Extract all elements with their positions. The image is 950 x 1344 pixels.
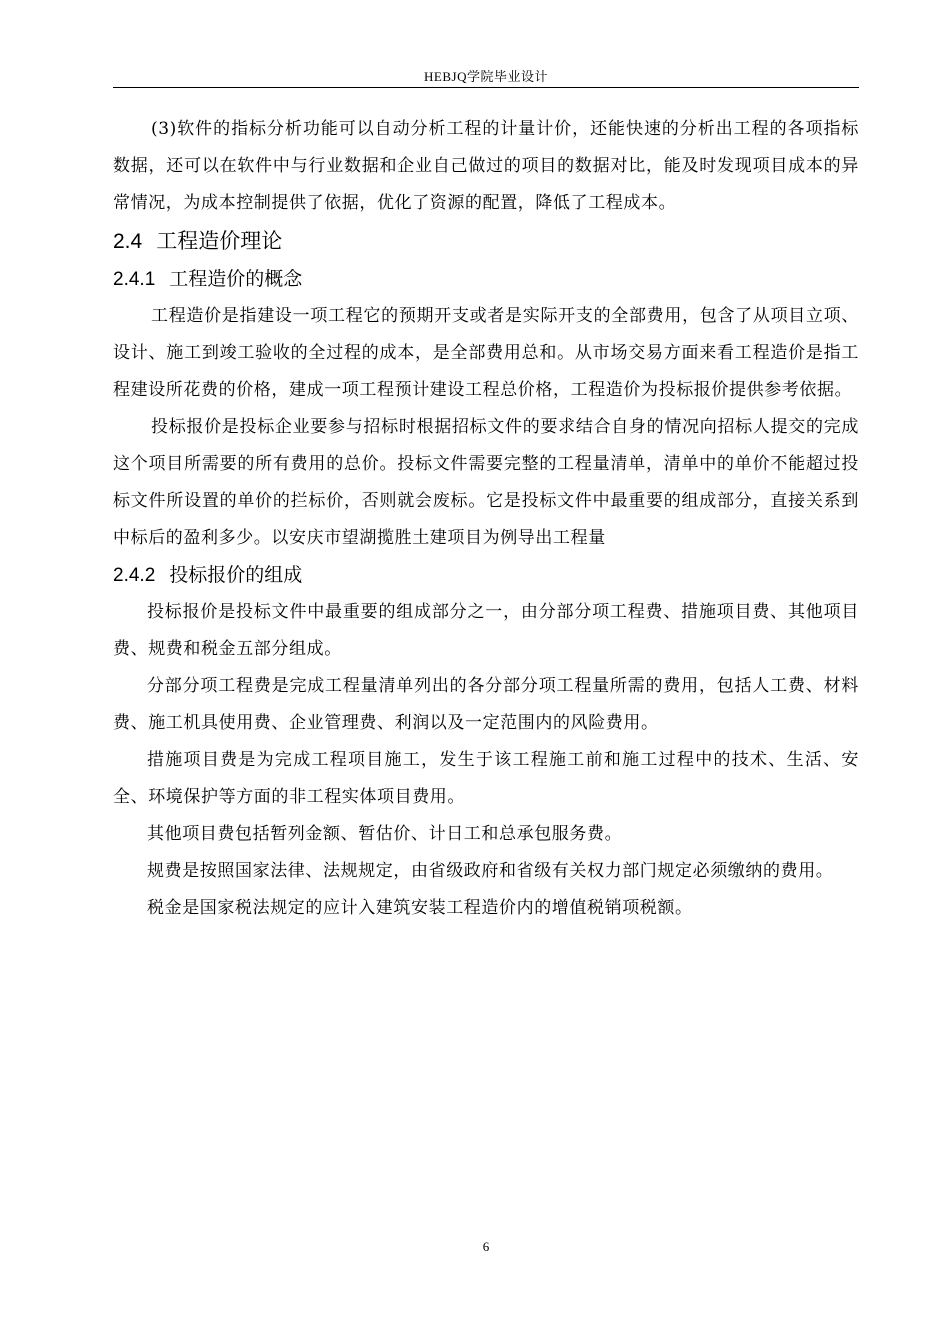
paragraph: 投标报价是投标企业要参与招标时根据招标文件的要求结合自身的情况向招标人提交的完成这个项目所需要的所有费用的总价。投标文件需要完整的工程量清单，清单中的单价不能超过投标文件所设置的单价的拦标价，否则就会废标。它是投标文件中最重要的组成部分，直接关系到中标后的盈利多少。以安庆市望湖揽胜土建项目为例导出工程量 (113, 417, 859, 548)
page-number: 6 (482, 1239, 490, 1254)
section-number: 2.4 (113, 230, 143, 253)
subsection-number: 2.4.1 (113, 269, 156, 290)
section-heading-2-4 (113, 222, 859, 261)
subsection-number: 2.4.2 (113, 565, 156, 586)
subsection-title: 工程造价的概念 (169, 268, 303, 290)
paragraph: 投标报价是投标文件中最重要的组成部分之一，由分部分项工程费、措施项目费、其他项目费、规费和税金五部分组成。 (113, 602, 859, 659)
paragraph: 规费是按照国家法律、法规规定，由省级政府和省级有关权力部门规定必须缴纳的费用。 (147, 861, 834, 881)
paragraph: 分部分项工程费是完成工程量清单列出的各分部分项工程量所需的费用，包括人工费、材料费、施工机具使用费、企业管理费、利润以及一定范围内的风险费用。 (113, 676, 859, 733)
paragraph: 工程造价是指建设一项工程它的预期开支或者是实际开支的全部费用，包含了从项目立项、设计、施工到竣工验收的全过程的成本，是全部费用总和。从市场交易方面来看工程造价是指工程建设所花费的价格，建成一项工程预计建设工程总价格，工程造价为投标报价提供参考依据。 (113, 306, 859, 400)
page-header: HEBJQ学院毕业设计 (424, 69, 548, 84)
paragraph: 其他项目费包括暂列金额、暂估价、计日工和总承包服务费。 (147, 824, 623, 844)
document-body (113, 111, 859, 927)
intro-paragraph: (3)软件的指标分析功能可以自动分析工程的计量计价，还能快速的分析出工程的各项指标数据，还可以在软件中与行业数据和企业自己做过的项目的数据对比，能及时发现项目成本的异常情况，为成本控制提供了依据，优化了资源的配置，降低了工程成本。 (113, 119, 859, 213)
header-divider (113, 87, 859, 88)
subsection-heading-2-4-1 (113, 261, 859, 298)
paragraph: 税金是国家税法规定的应计入建筑安装工程造价内的增值税销项税额。 (147, 898, 693, 918)
subsection-title: 投标报价的组成 (169, 564, 303, 586)
paragraph: 措施项目费是为完成工程项目施工，发生于该工程施工前和施工过程中的技术、生活、安全、环境保护等方面的非工程实体项目费用。 (113, 750, 859, 807)
subsection-heading-2-4-2 (113, 557, 859, 594)
section-title: 工程造价理论 (156, 229, 283, 253)
